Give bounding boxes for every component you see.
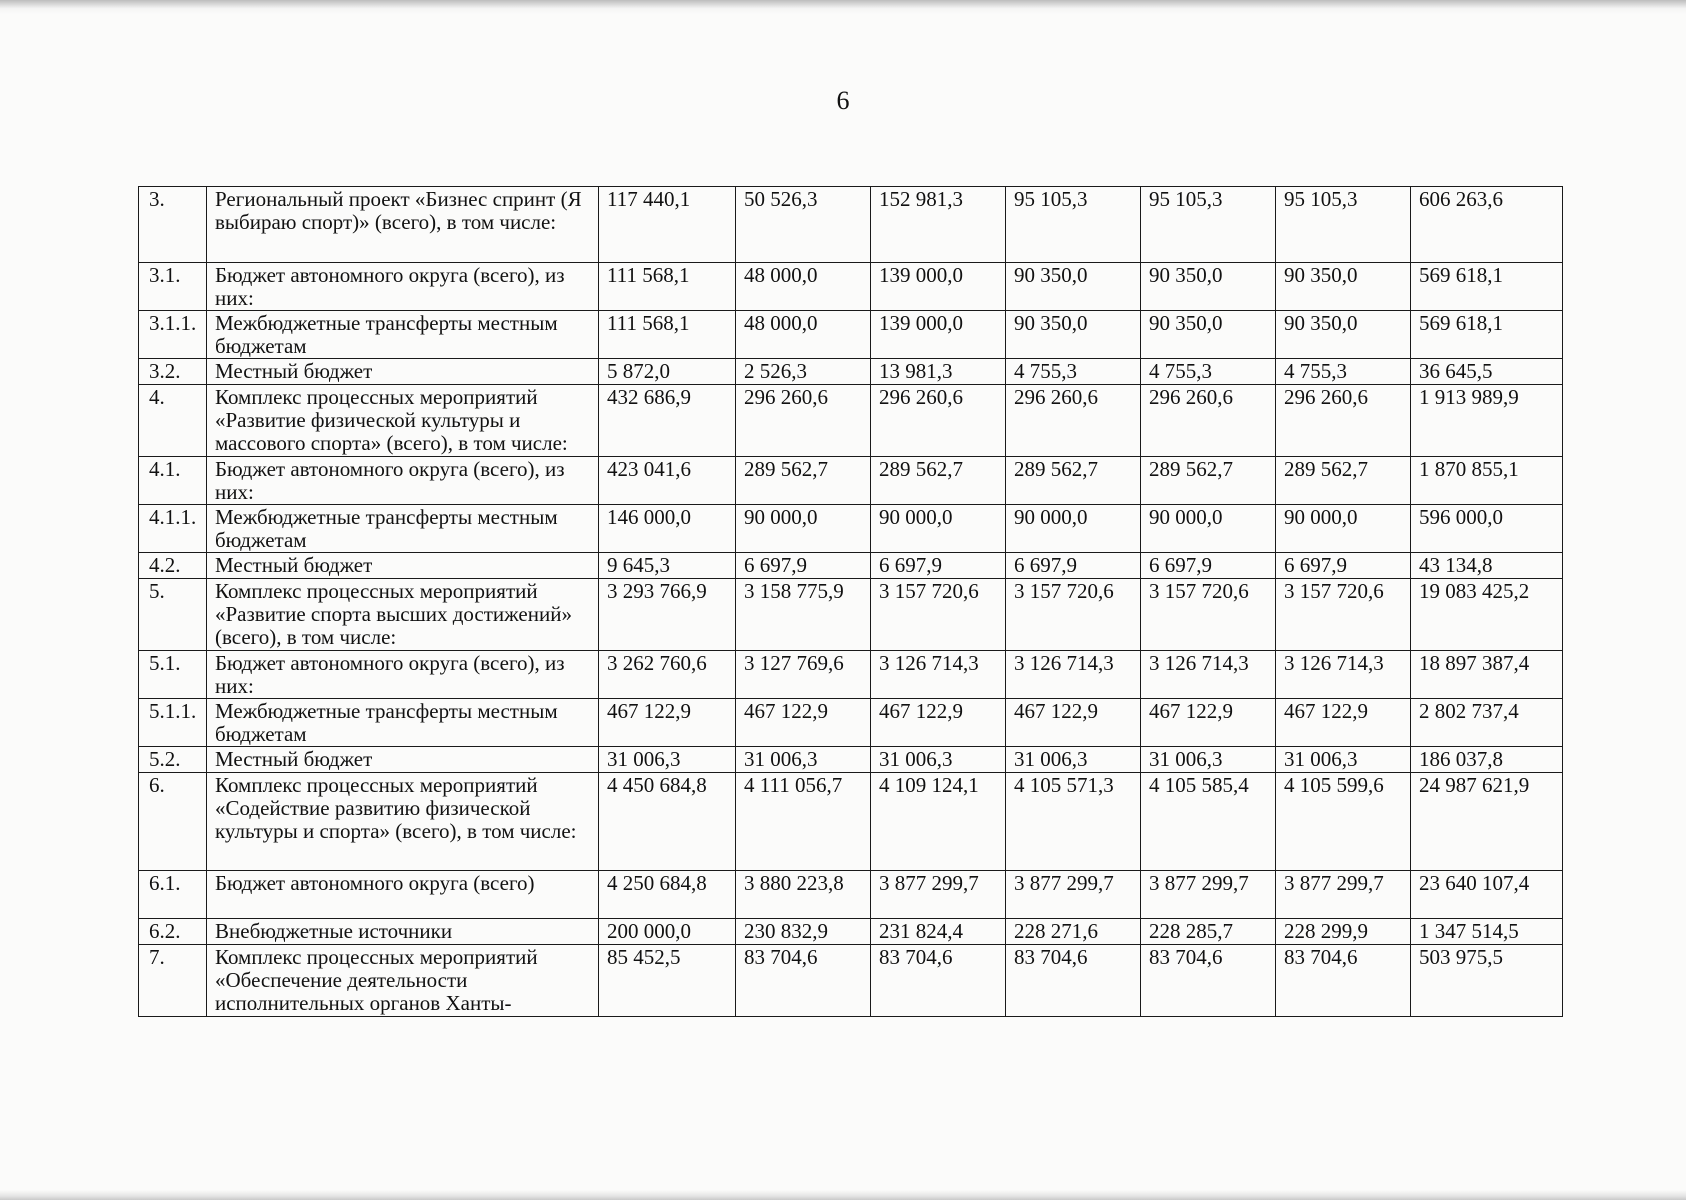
row-code-cell: 3.2. [139, 359, 207, 385]
row-value-cell: 4 755,3 [1141, 359, 1276, 385]
row-name-cell: Комплекс процессных мероприятий «Развитие физической культуры и массового спорта» (всего), в том числе: [207, 385, 599, 457]
row-value-cell: 289 562,7 [1276, 457, 1411, 505]
row-name-cell: Межбюджетные трансферты местным бюджетам [207, 505, 599, 553]
row-name-cell: Комплекс процессных мероприятий «Развитие спорта высших достижений» (всего), в том числе: [207, 579, 599, 651]
table-row [139, 773, 1563, 871]
row-code-cell: 4.1.1. [139, 505, 207, 553]
row-value-cell: 3 126 714,3 [871, 651, 1006, 699]
row-value-cell: 90 350,0 [1276, 263, 1411, 311]
row-value-cell: 90 350,0 [1141, 263, 1276, 311]
row-name-cell: Бюджет автономного округа (всего) [207, 871, 599, 919]
row-name-cell: Местный бюджет [207, 553, 599, 579]
row-value-cell: 152 981,3 [871, 187, 1006, 263]
table-row [139, 553, 1563, 579]
row-value-cell: 289 562,7 [1006, 457, 1141, 505]
row-value-cell: 31 006,3 [599, 747, 736, 773]
row-name-cell: Местный бюджет [207, 359, 599, 385]
row-value-cell: 432 686,9 [599, 385, 736, 457]
row-code-cell: 7. [139, 945, 207, 1017]
row-code-cell: 6.2. [139, 919, 207, 945]
row-value-cell: 296 260,6 [1276, 385, 1411, 457]
row-value-cell: 467 122,9 [1276, 699, 1411, 747]
row-name-cell: Бюджет автономного округа (всего), из них: [207, 263, 599, 311]
row-value-cell: 3 126 714,3 [1006, 651, 1141, 699]
row-code-cell: 6.1. [139, 871, 207, 919]
row-value-cell: 3 126 714,3 [1276, 651, 1411, 699]
row-value-cell: 95 105,3 [1141, 187, 1276, 263]
scan-bottom-edge [0, 1190, 1686, 1200]
row-value-cell: 117 440,1 [599, 187, 736, 263]
row-value-cell: 3 262 760,6 [599, 651, 736, 699]
row-value-cell: 3 877 299,7 [871, 871, 1006, 919]
row-value-cell: 289 562,7 [1141, 457, 1276, 505]
row-value-cell: 4 105 585,4 [1141, 773, 1276, 871]
row-total-cell: 596 000,0 [1411, 505, 1563, 553]
row-total-cell: 23 640 107,4 [1411, 871, 1563, 919]
row-value-cell: 296 260,6 [736, 385, 871, 457]
row-value-cell: 3 157 720,6 [1141, 579, 1276, 651]
row-value-cell: 83 704,6 [1006, 945, 1141, 1017]
table-row [139, 187, 1563, 263]
row-code-cell: 5.1. [139, 651, 207, 699]
row-name-cell: Местный бюджет [207, 747, 599, 773]
row-code-cell: 5.2. [139, 747, 207, 773]
row-value-cell: 3 157 720,6 [1276, 579, 1411, 651]
row-value-cell: 467 122,9 [599, 699, 736, 747]
row-value-cell: 4 250 684,8 [599, 871, 736, 919]
row-value-cell: 139 000,0 [871, 263, 1006, 311]
row-total-cell: 43 134,8 [1411, 553, 1563, 579]
row-code-cell: 5. [139, 579, 207, 651]
table-row [139, 699, 1563, 747]
row-value-cell: 48 000,0 [736, 263, 871, 311]
row-total-cell: 36 645,5 [1411, 359, 1563, 385]
row-code-cell: 5.1.1. [139, 699, 207, 747]
row-value-cell: 4 109 124,1 [871, 773, 1006, 871]
row-value-cell: 31 006,3 [871, 747, 1006, 773]
row-value-cell: 228 271,6 [1006, 919, 1141, 945]
row-value-cell: 467 122,9 [1006, 699, 1141, 747]
row-value-cell: 85 452,5 [599, 945, 736, 1017]
row-value-cell: 6 697,9 [736, 553, 871, 579]
table-row [139, 311, 1563, 359]
table-row [139, 505, 1563, 553]
row-value-cell: 6 697,9 [871, 553, 1006, 579]
row-value-cell: 296 260,6 [871, 385, 1006, 457]
row-name-cell: Региональный проект «Бизнес спринт (Я выбираю спорт)» (всего), в том числе: [207, 187, 599, 263]
row-value-cell: 83 704,6 [1141, 945, 1276, 1017]
row-value-cell: 90 350,0 [1141, 311, 1276, 359]
table-row [139, 945, 1563, 1017]
row-total-cell: 606 263,6 [1411, 187, 1563, 263]
row-total-cell: 569 618,1 [1411, 263, 1563, 311]
table-row [139, 871, 1563, 919]
row-value-cell: 50 526,3 [736, 187, 871, 263]
row-value-cell: 3 880 223,8 [736, 871, 871, 919]
row-value-cell: 111 568,1 [599, 263, 736, 311]
row-value-cell: 296 260,6 [1006, 385, 1141, 457]
row-code-cell: 3.1.1. [139, 311, 207, 359]
row-value-cell: 31 006,3 [736, 747, 871, 773]
row-value-cell: 83 704,6 [1276, 945, 1411, 1017]
row-value-cell: 90 000,0 [1141, 505, 1276, 553]
row-name-cell: Межбюджетные трансферты местным бюджетам [207, 699, 599, 747]
row-value-cell: 6 697,9 [1006, 553, 1141, 579]
row-name-cell: Бюджет автономного округа (всего), из них: [207, 457, 599, 505]
row-value-cell: 48 000,0 [736, 311, 871, 359]
row-value-cell: 5 872,0 [599, 359, 736, 385]
row-value-cell: 90 350,0 [1006, 263, 1141, 311]
row-value-cell: 423 041,6 [599, 457, 736, 505]
row-value-cell: 83 704,6 [871, 945, 1006, 1017]
table-row [139, 385, 1563, 457]
row-value-cell: 4 450 684,8 [599, 773, 736, 871]
row-value-cell: 90 000,0 [871, 505, 1006, 553]
row-value-cell: 3 877 299,7 [1006, 871, 1141, 919]
row-total-cell: 19 083 425,2 [1411, 579, 1563, 651]
row-name-cell: Комплекс процессных мероприятий «Обеспечение деятельности исполнительных органов Ханты- [207, 945, 599, 1017]
row-value-cell: 146 000,0 [599, 505, 736, 553]
row-name-cell: Бюджет автономного округа (всего), из них: [207, 651, 599, 699]
row-value-cell: 83 704,6 [736, 945, 871, 1017]
row-value-cell: 289 562,7 [736, 457, 871, 505]
budget-table [138, 186, 1563, 1017]
table-row [139, 263, 1563, 311]
row-total-cell: 18 897 387,4 [1411, 651, 1563, 699]
row-value-cell: 289 562,7 [871, 457, 1006, 505]
row-value-cell: 231 824,4 [871, 919, 1006, 945]
row-value-cell: 2 526,3 [736, 359, 871, 385]
row-value-cell: 3 127 769,6 [736, 651, 871, 699]
row-code-cell: 4. [139, 385, 207, 457]
row-value-cell: 31 006,3 [1276, 747, 1411, 773]
table-row [139, 457, 1563, 505]
scan-top-edge [0, 0, 1686, 14]
row-value-cell: 467 122,9 [736, 699, 871, 747]
row-value-cell: 3 157 720,6 [1006, 579, 1141, 651]
row-total-cell: 186 037,8 [1411, 747, 1563, 773]
row-name-cell: Межбюджетные трансферты местным бюджетам [207, 311, 599, 359]
row-value-cell: 3 158 775,9 [736, 579, 871, 651]
row-value-cell: 4 755,3 [1006, 359, 1141, 385]
row-code-cell: 4.2. [139, 553, 207, 579]
row-value-cell: 3 293 766,9 [599, 579, 736, 651]
table-row [139, 747, 1563, 773]
budget-table-body [139, 187, 1563, 1017]
row-total-cell: 1 870 855,1 [1411, 457, 1563, 505]
row-value-cell: 90 350,0 [1006, 311, 1141, 359]
row-total-cell: 1 347 514,5 [1411, 919, 1563, 945]
row-value-cell: 31 006,3 [1006, 747, 1141, 773]
row-value-cell: 90 350,0 [1276, 311, 1411, 359]
row-total-cell: 569 618,1 [1411, 311, 1563, 359]
row-value-cell: 467 122,9 [871, 699, 1006, 747]
row-value-cell: 3 126 714,3 [1141, 651, 1276, 699]
row-value-cell: 31 006,3 [1141, 747, 1276, 773]
table-row [139, 919, 1563, 945]
row-value-cell: 111 568,1 [599, 311, 736, 359]
row-value-cell: 90 000,0 [1006, 505, 1141, 553]
row-value-cell: 4 111 056,7 [736, 773, 871, 871]
row-value-cell: 230 832,9 [736, 919, 871, 945]
row-total-cell: 24 987 621,9 [1411, 773, 1563, 871]
row-total-cell: 503 975,5 [1411, 945, 1563, 1017]
row-value-cell: 13 981,3 [871, 359, 1006, 385]
row-value-cell: 139 000,0 [871, 311, 1006, 359]
row-value-cell: 228 285,7 [1141, 919, 1276, 945]
row-value-cell: 467 122,9 [1141, 699, 1276, 747]
table-row [139, 359, 1563, 385]
row-value-cell: 90 000,0 [1276, 505, 1411, 553]
row-value-cell: 95 105,3 [1276, 187, 1411, 263]
row-value-cell: 3 877 299,7 [1276, 871, 1411, 919]
row-value-cell: 9 645,3 [599, 553, 736, 579]
page-number: 6 [836, 86, 850, 115]
row-name-cell: Комплекс процессных мероприятий «Содействие развитию физической культуры и спорта» (всего), в том числе: [207, 773, 599, 871]
row-value-cell: 4 105 571,3 [1006, 773, 1141, 871]
row-code-cell: 6. [139, 773, 207, 871]
row-value-cell: 3 877 299,7 [1141, 871, 1276, 919]
row-value-cell: 4 105 599,6 [1276, 773, 1411, 871]
row-value-cell: 90 000,0 [736, 505, 871, 553]
row-total-cell: 1 913 989,9 [1411, 385, 1563, 457]
row-value-cell: 296 260,6 [1141, 385, 1276, 457]
row-value-cell: 95 105,3 [1006, 187, 1141, 263]
row-value-cell: 6 697,9 [1141, 553, 1276, 579]
row-value-cell: 3 157 720,6 [871, 579, 1006, 651]
row-code-cell: 3. [139, 187, 207, 263]
row-name-cell: Внебюджетные источники [207, 919, 599, 945]
table-row [139, 579, 1563, 651]
row-code-cell: 4.1. [139, 457, 207, 505]
row-value-cell: 200 000,0 [599, 919, 736, 945]
row-total-cell: 2 802 737,4 [1411, 699, 1563, 747]
row-value-cell: 4 755,3 [1276, 359, 1411, 385]
row-value-cell: 228 299,9 [1276, 919, 1411, 945]
row-value-cell: 6 697,9 [1276, 553, 1411, 579]
row-code-cell: 3.1. [139, 263, 207, 311]
table-row [139, 651, 1563, 699]
